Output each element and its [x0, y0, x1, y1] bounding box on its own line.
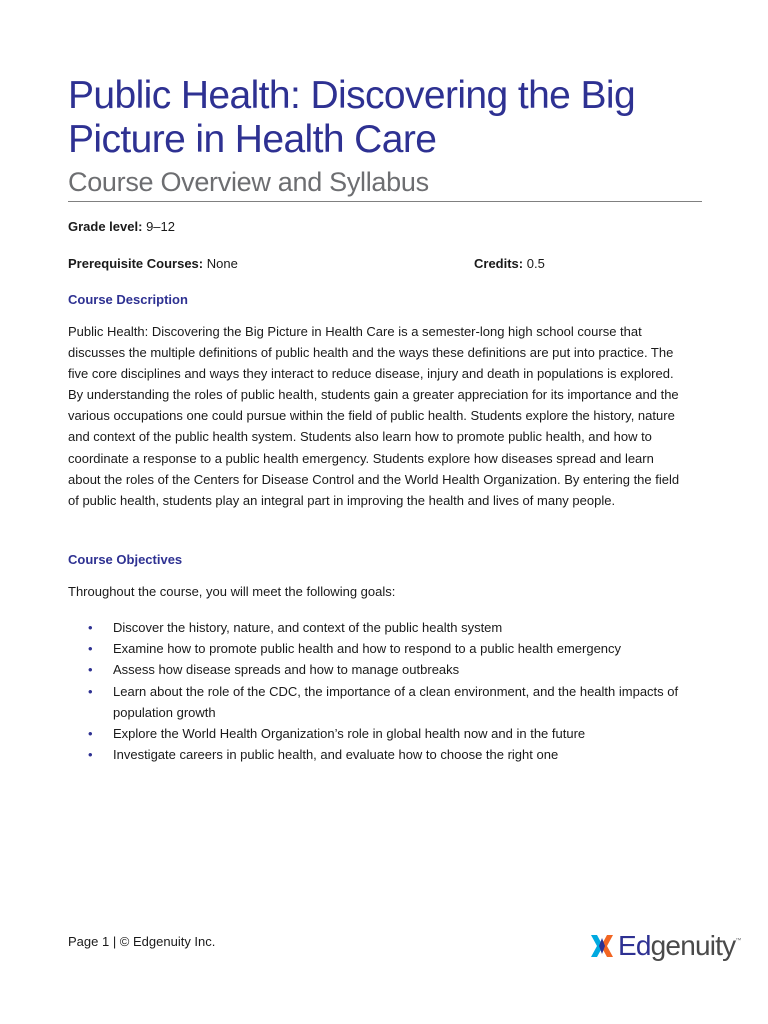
credits-label: Credits: [474, 256, 524, 271]
bullet-icon: • [88, 662, 93, 678]
prerequisites-label: Prerequisite Courses: [68, 256, 204, 271]
list-item: • Assess how disease spreads and how to manage outbreaks [68, 659, 688, 680]
bullet-icon: • [88, 726, 93, 742]
list-item: • Explore the World Health Organization’s role in global health now and in the future [68, 723, 688, 744]
course-objectives-heading: Course Objectives [68, 552, 183, 567]
document-title: Public Health: Discovering the Big Picture in Health Care [68, 74, 636, 161]
bullet-icon: • [88, 747, 93, 763]
bullet-icon: • [88, 620, 93, 635]
trademark-mark: ™ [735, 938, 742, 944]
document-subtitle: Course Overview and Syllabus [68, 167, 429, 197]
list-item: • Learn about the role of the CDC, the importance of a clean environment, and the health impacts of population growth [68, 681, 688, 723]
bullet-icon: • [88, 683, 93, 699]
course-description-heading: Course Description [68, 292, 188, 307]
logo-wordmark: Edgenuity [618, 930, 736, 961]
list-item: • Discover the history, nature, and context of the public health system [68, 617, 688, 638]
bullet-icon: • [88, 641, 93, 657]
prerequisites-value: None [206, 256, 238, 271]
prerequisites-field [68, 256, 238, 272]
title-divider [68, 201, 702, 202]
objectives-list [68, 617, 688, 765]
edgenuity-x-logo-icon [588, 932, 616, 960]
objectives-intro: Throughout the course, you will meet the following goals: [68, 584, 396, 599]
edgenuity-logo [588, 928, 741, 964]
credits-field [474, 256, 545, 272]
grade-level-value: 9–12 [146, 219, 175, 234]
page-footer-text: Page 1 | © Edgenuity Inc. [68, 934, 216, 949]
list-item: • Investigate careers in public health, and evaluate how to choose the right one [68, 744, 688, 765]
list-item: • Examine how to promote public health and how to respond to a public health emergency [68, 638, 688, 659]
grade-level-label: Grade level: [68, 219, 143, 234]
grade-level-field [68, 219, 175, 235]
course-description-text: Public Health: Discovering the Big Picture in Health Care is a semester-long high school course that discusses the multiple definitions of public health and the ways these definitions are put into practice. The five core disciplines and ways they interact to reduce disease, injury and death in populations is explored. By understanding the roles of public health, students gain a greater appreciation for its importance and the various occupations one could pursue within the field of public health. Students explore the history, nature and context of the public health system. Students also learn how to promote public health, and how to coordinate a response to a public health emergency. Students explore how diseases spread and learn about the roles of the Centers for Disease Control and the World Health Organization. By entering the field of public health, students play an integral part in improving the health and lives of many people. [68, 324, 680, 508]
credits-value: 0.5 [526, 256, 545, 271]
